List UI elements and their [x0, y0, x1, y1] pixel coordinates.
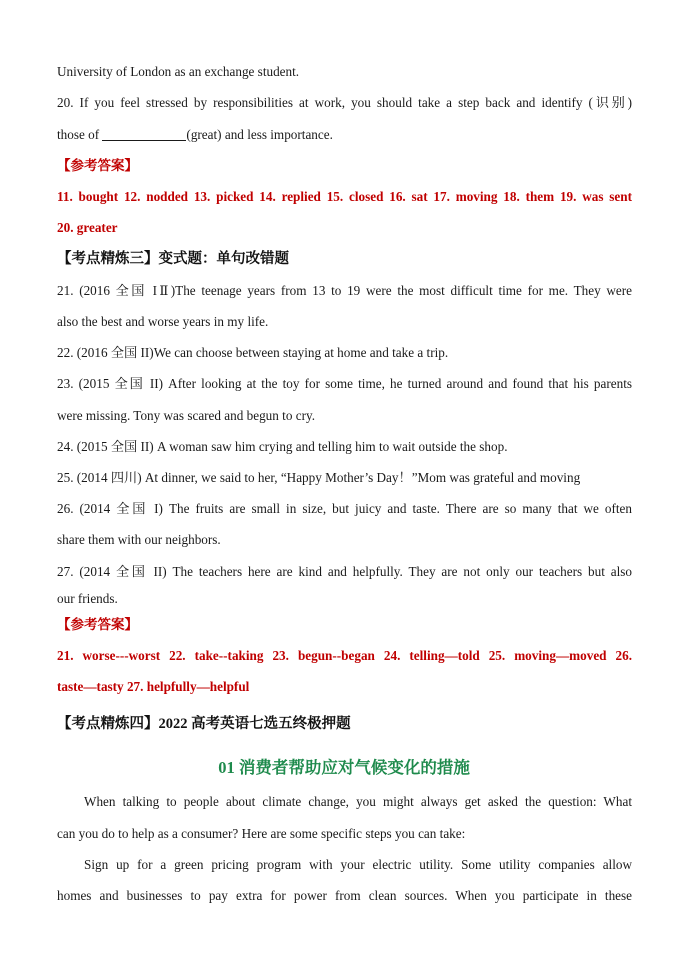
question-27: 27. (2014 全国 II) The teachers here are kind and helpfully. They are not only our teachers but also: [57, 564, 632, 579]
question-21: 21. (2016 全国 IⅡ)The teenage years from 13 to 19 were the most difficult time for me. They were: [57, 283, 632, 298]
question-20: 20. If you feel stressed by responsibilities at work, you should take a step back and identify (识别): [57, 95, 632, 110]
fill-blank: [102, 127, 186, 141]
question-23-cont: were missing. Tony was scared and begun to cry.: [57, 408, 315, 423]
paragraph-line: When talking to people about climate change, you might always get asked the question: What: [84, 794, 632, 809]
answer-heading: 【参考答案】: [57, 158, 138, 173]
question-21-cont: also the best and worse years in my life.: [57, 314, 269, 329]
text-fragment: those of: [57, 127, 103, 142]
question-26-cont: share them with our neighbors.: [57, 532, 221, 547]
answer-heading: 【参考答案】: [57, 617, 138, 632]
text-line: University of London as an exchange student.: [57, 64, 300, 79]
passage-title: 01 消费者帮助应对气候变化的措施: [218, 758, 470, 777]
paragraph-line: Sign up for a green pricing program with your electric utility. Some utility companies allow: [84, 857, 632, 872]
answer-line: 11. bought 12. nodded 13. picked 14. replied 15. closed 16. sat 17. moving 18. them 19. was sent: [57, 189, 632, 204]
section-heading: 【考点精炼三】变式题：单句改错题: [57, 251, 289, 267]
question-24: 24. (2015 全国 II) A woman saw him crying and telling him to wait outside the shop.: [57, 439, 508, 454]
answer-line: taste—tasty 27. helpfully—helpful: [57, 679, 250, 694]
section-heading: 【考点精炼四】2022 高考英语七选五终极押题: [57, 716, 351, 732]
answer-line: 20. greater: [57, 220, 118, 235]
question-27-cont: our friends.: [57, 591, 118, 606]
question-26: 26. (2014 全国 I) The fruits are small in size, but juicy and taste. There are so many that we often: [57, 501, 632, 516]
paragraph-line: homes and businesses to pay extra for power from clean sources. When you participate in these: [57, 888, 632, 903]
text-fragment: (great) and less importance.: [186, 127, 333, 142]
question-23: 23. (2015 全国 II) After looking at the toy for some time, he turned around and found that his parents: [57, 376, 632, 391]
answer-line: 21. worse---worst 22. take--taking 23. begun--began 24. telling—told 25. moving—moved 26.: [57, 648, 632, 663]
paragraph-line: can you do to help as a consumer? Here are some specific steps you can take:: [57, 826, 466, 841]
question-20-cont: [57, 126, 632, 144]
question-22: 22. (2016 全国 II)We can choose between staying at home and take a trip.: [57, 345, 449, 360]
question-25: 25. (2014 四川) At dinner, we said to her, “Happy Mother’s Day！”Mom was grateful and moving: [57, 470, 581, 485]
